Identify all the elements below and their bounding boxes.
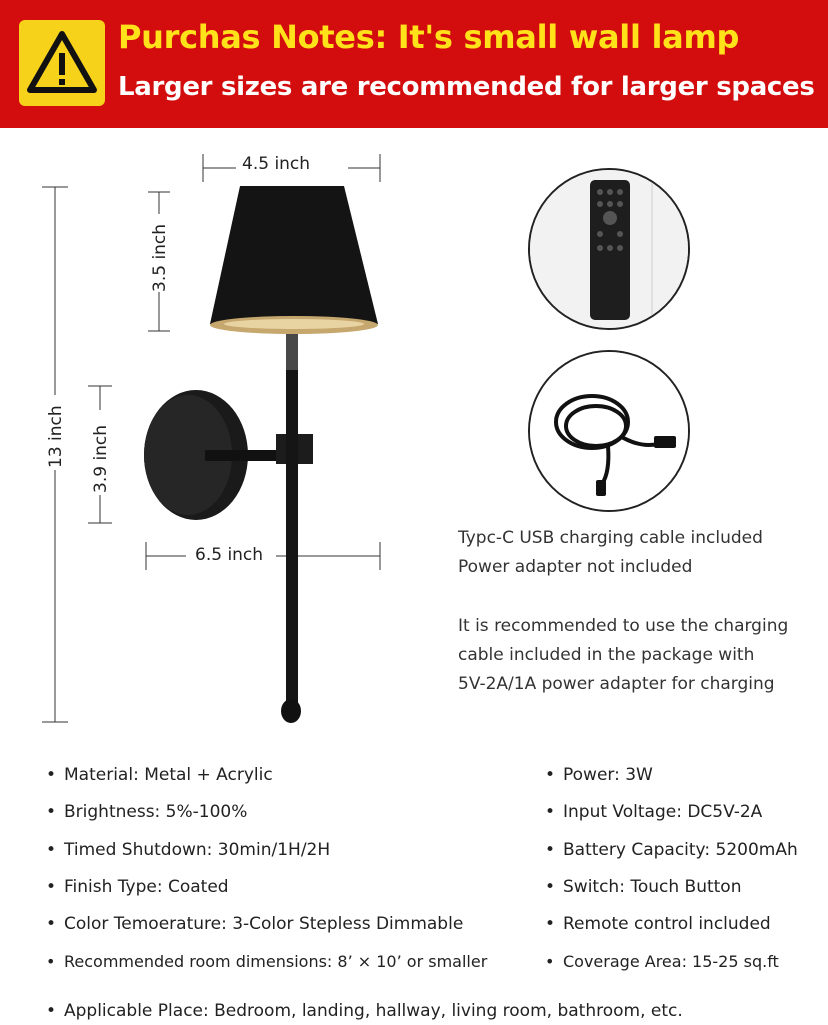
spec-right-item: • Coverage Area: 15-25 sq.ft	[545, 952, 779, 971]
adapter-not-included-text: Power adapter not included	[458, 557, 693, 577]
spec-right-item: • Power: 3W	[545, 765, 653, 785]
spec-left-item: • Recommended room dimensions: 8’ × 10’ or smaller	[46, 952, 488, 971]
spec-left-item: • Timed Shutdown: 30min/1H/2H	[46, 840, 331, 860]
banner-title: Purchas Notes: It's small wall lamp	[118, 18, 740, 56]
spec-left-item: • Brightness: 5%-100%	[46, 802, 248, 822]
cable-included-text: Typc-C USB charging cable included	[458, 528, 763, 548]
depth-label: 6.5 inch	[195, 545, 264, 565]
spec-right-item: • Battery Capacity: 5200mAh	[545, 840, 798, 860]
applicable-place-text: • Applicable Place: Bedroom, landing, hallway, living room, bathroom, etc.	[46, 1001, 683, 1021]
remote-control-image	[528, 168, 690, 330]
spec-right-item: • Input Voltage: DC5V-2A	[545, 802, 763, 822]
usb-cable-image	[528, 350, 690, 512]
shade-width-label: 4.5 inch	[242, 154, 311, 174]
banner-subtitle: Larger sizes are recommended for larger spaces	[118, 72, 815, 102]
spec-right-item: • Switch: Touch Button	[545, 877, 742, 897]
shade-height-label: 3.5 inch	[150, 223, 170, 292]
charging-note-line-2: cable included in the package with	[458, 645, 755, 665]
spec-left-item: • Color Temoerature: 3-Color Stepless Dimmable	[46, 914, 464, 934]
charging-note-line-3: 5V-2A/1A power adapter for charging	[458, 674, 775, 694]
spec-left-item: • Finish Type: Coated	[46, 877, 229, 897]
total-height-label: 13 inch	[46, 405, 66, 468]
charging-note-line-1: It is recommended to use the charging	[458, 616, 789, 636]
base-height-label: 3.9 inch	[91, 424, 111, 493]
spec-right-item: • Remote control included	[545, 914, 771, 934]
spec-left-item: • Material: Metal + Acrylic	[46, 765, 273, 785]
